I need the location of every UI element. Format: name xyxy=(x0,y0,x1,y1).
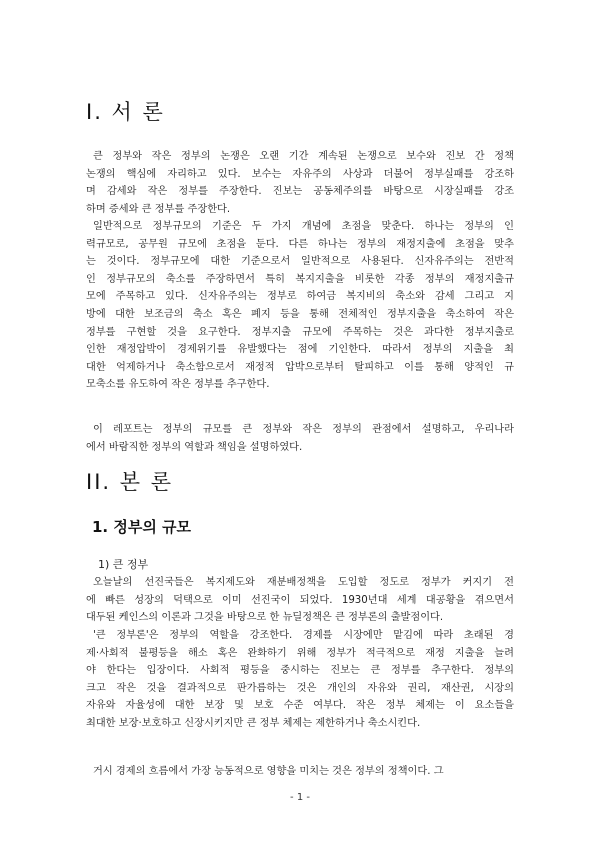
text-line: 인한 재정압박이 경제위기를 유발했다는 점에 기인한다. 따라서 정부의 지출을 최 xyxy=(86,344,514,356)
text-line: 모에 주목하고 있다. 신자유주의는 정부로 하여금 복지비의 축소와 감세 그리고 지 xyxy=(86,291,514,303)
text-line: 대두된 케인스의 이론과 그것을 바탕으로 한 뉴딜정책은 큰 정부론의 출발점이다. xyxy=(86,612,444,624)
text-line: 에서 바람직한 정부의 역할과 책임을 설명하였다. xyxy=(86,441,303,453)
text-line: 논쟁의 핵심에 자리하고 있다. 보수는 자유주의 사상과 더불어 정부실패를 강조하 xyxy=(86,168,514,180)
text-line: 야 한다는 입장이다. 사회적 평등을 중시하는 진보는 큰 정부를 추구한다. 정부의 xyxy=(86,665,514,677)
text-line: 오늘날의 선진국들은 복지제도와 재분배정책을 도입할 정도로 정부가 커지기 전 xyxy=(93,577,514,588)
paragraph-body-2 xyxy=(86,627,514,733)
paragraph-intro-2 xyxy=(86,218,514,394)
heading-section-1: 1. 정부의 규모 xyxy=(92,518,192,536)
text-line: 인 정부규모의 축소를 주장하면서 특히 복지지출을 비롯한 각종 정부의 재정지출규 xyxy=(86,273,514,285)
paragraph-intro-1 xyxy=(86,148,514,218)
text-line: 제·사회적 불평등을 해소 혹은 완화하기 위해 정부가 적극적으로 재정 지출을 늘려 xyxy=(86,647,514,659)
text-line: 모축소를 유도하여 작은 정부를 추구한다. xyxy=(86,379,270,391)
text-line: '큰 정부론'은 정부의 역할을 강조한다. 경제를 시장에만 맡김에 따라 초래된 경 xyxy=(93,630,514,641)
text-line: 정부를 구현할 것을 요구한다. 정부지출 규모에 주목하는 것은 과다한 정부지출로 xyxy=(86,326,514,338)
page-number: - 1 - xyxy=(290,792,310,803)
text-line: 대한 억제하거나 축소함으로서 재정적 압박으로부터 탈피하고 이를 통해 양적인 규 xyxy=(86,361,514,373)
heading-introduction: I. 서 론 xyxy=(86,100,165,124)
paragraph-body-3 xyxy=(86,763,514,781)
text-line: 일반적으로 정부규모의 기준은 두 가지 개념에 초점을 맞춘다. 하나는 정부의 인 xyxy=(93,221,514,232)
text-line: 자유와 자율성에 대한 보장 및 보호 수준 여부다. 작은 정부 체제는 이 요소들을 xyxy=(86,700,514,712)
text-line: 하며 증세와 큰 정부를 주장한다. xyxy=(86,203,231,215)
text-line: 며 감세와 작은 정부를 주장한다. 진보는 공동체주의를 바탕으로 시장실패를 강조 xyxy=(86,186,514,198)
text-line: 크고 작은 것을 결과적으로 판가름하는 것은 개인의 자유와 권리, 재산권, 시장의 xyxy=(86,682,514,694)
text-line: 는 것이다. 정부규모에 대한 기준으로서 일반적으로 사용된다. 신자유주의는 전반적 xyxy=(86,256,514,268)
heading-subsection-1: 1) 큰 정부 xyxy=(98,558,149,571)
text-line: 력규모로, 공무원 규모에 초점을 둔다. 다른 하나는 정부의 재정지출에 초점을 맞추 xyxy=(86,238,514,250)
text-line: 이 레포트는 정부의 규모를 큰 정부와 작은 정부의 관점에서 설명하고, 우리나라 xyxy=(93,424,514,435)
text-line: 최대한 보장·보호하고 신장시키지만 큰 정부 체제는 제한하거나 축소시킨다. xyxy=(86,717,421,729)
text-line: 방에 대한 보조금의 축소 혹은 폐지 등을 통해 전체적인 정부지출을 축소하여 작은 xyxy=(86,308,514,320)
paragraph-intro-3 xyxy=(86,421,514,456)
text-line: 거시 경제의 흐름에서 가장 능동적으로 영향을 미치는 것은 정부의 정책이다. 그 xyxy=(93,766,444,777)
text-line: 큰 정부와 작은 정부의 논쟁은 오랜 기간 계속된 논쟁으로 보수와 진보 간 정책 xyxy=(93,151,514,162)
text-line: 에 빠른 성장의 덕택으로 이미 선진국이 되었다. 1930년대 세계 대공황을 겪으면서 xyxy=(86,594,514,606)
heading-body: II. 본 론 xyxy=(86,470,173,494)
paragraph-body-1 xyxy=(86,574,514,627)
